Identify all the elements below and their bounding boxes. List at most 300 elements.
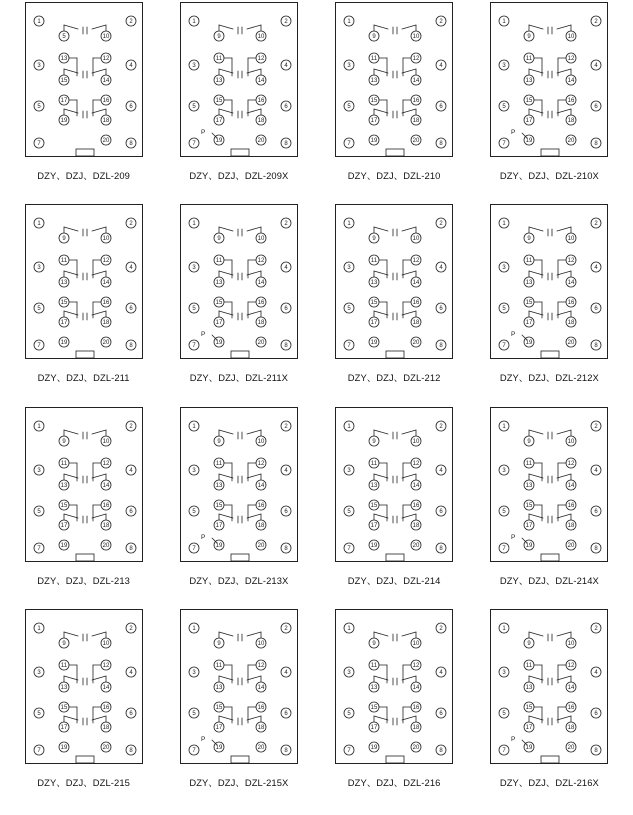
svg-text:15: 15 — [370, 502, 378, 509]
svg-text:20: 20 — [568, 744, 575, 751]
terminal-2 — [281, 623, 291, 633]
relay-socket-diagram — [490, 204, 608, 359]
terminal-12 — [411, 458, 421, 468]
svg-text:20: 20 — [102, 340, 109, 347]
svg-text:6: 6 — [284, 306, 288, 313]
svg-text:13: 13 — [215, 482, 223, 489]
terminal-9 — [524, 31, 534, 41]
terminal-7 — [344, 745, 354, 755]
terminal-5 — [189, 708, 199, 718]
terminal-18 — [566, 520, 576, 530]
svg-text:14: 14 — [102, 684, 109, 691]
terminal-1 — [189, 16, 199, 26]
svg-text:10: 10 — [412, 640, 420, 647]
svg-text:14: 14 — [257, 78, 265, 85]
svg-text:11: 11 — [371, 258, 378, 265]
terminal-14 — [101, 682, 111, 692]
terminal-7 — [499, 138, 509, 148]
terminal-2 — [436, 218, 446, 228]
svg-text:18: 18 — [257, 724, 265, 731]
svg-text:12: 12 — [412, 662, 420, 669]
diagram-caption: DZY、DZJ、DZL-216X — [499, 776, 599, 788]
terminal-20 — [566, 540, 576, 550]
relay-socket-diagram — [490, 609, 608, 764]
terminal-4 — [126, 465, 136, 475]
svg-text:19: 19 — [370, 744, 378, 751]
terminal-11 — [369, 660, 379, 670]
terminal-19 — [59, 115, 69, 125]
svg-text:20: 20 — [257, 744, 265, 751]
terminal-10 — [101, 31, 111, 41]
terminal-12 — [101, 660, 111, 670]
svg-text:5: 5 — [502, 508, 507, 515]
terminal-5 — [189, 101, 199, 111]
terminal-13 — [369, 277, 379, 287]
terminal-11 — [369, 458, 379, 468]
terminal-4 — [436, 60, 446, 70]
terminal-6 — [591, 303, 601, 313]
terminal-20 — [411, 742, 421, 752]
svg-text:2: 2 — [284, 221, 288, 228]
svg-text:11: 11 — [526, 258, 533, 265]
svg-text:14: 14 — [568, 684, 575, 691]
terminal-20 — [256, 135, 266, 145]
svg-text:10: 10 — [568, 640, 575, 647]
relay-socket-diagram — [25, 609, 143, 764]
svg-text:10: 10 — [257, 236, 265, 243]
terminal-8 — [591, 745, 601, 755]
svg-text:6: 6 — [594, 104, 599, 111]
svg-text:13: 13 — [526, 280, 533, 287]
terminal-6 — [281, 101, 291, 111]
svg-text:10: 10 — [568, 438, 575, 445]
svg-text:7: 7 — [502, 545, 507, 552]
svg-text:11: 11 — [371, 662, 378, 669]
terminal-6 — [126, 303, 136, 313]
terminal-14 — [566, 682, 576, 692]
svg-text:14: 14 — [102, 280, 109, 287]
diagram-cell — [472, 609, 627, 811]
svg-text:15: 15 — [60, 704, 67, 711]
terminal-10 — [101, 638, 111, 648]
terminal-10 — [256, 436, 266, 446]
terminal-11 — [214, 255, 224, 265]
svg-text:5: 5 — [36, 306, 41, 313]
terminal-5 — [499, 708, 509, 718]
svg-text:9: 9 — [217, 640, 221, 647]
terminal-1 — [34, 218, 44, 228]
svg-text:4: 4 — [128, 669, 133, 676]
terminal-13 — [59, 682, 69, 692]
terminal-6 — [591, 506, 601, 516]
svg-text:17: 17 — [60, 98, 67, 105]
svg-text:17: 17 — [526, 118, 533, 125]
terminal-12 — [101, 255, 111, 265]
terminal-18 — [101, 722, 111, 732]
terminal-15 — [59, 297, 69, 307]
terminal-14 — [411, 75, 421, 85]
relay-socket-diagram — [490, 407, 608, 562]
svg-text:4: 4 — [439, 63, 443, 70]
svg-text:14: 14 — [257, 280, 265, 287]
svg-text:15: 15 — [60, 300, 67, 307]
svg-text:7: 7 — [192, 545, 196, 552]
relay-socket-diagram — [25, 204, 143, 359]
svg-text:8: 8 — [284, 141, 288, 148]
svg-text:11: 11 — [526, 460, 533, 467]
svg-text:3: 3 — [502, 669, 507, 676]
terminal-9 — [524, 638, 534, 648]
terminal-18 — [411, 317, 421, 327]
svg-text:5: 5 — [502, 710, 507, 717]
svg-text:7: 7 — [502, 747, 507, 754]
terminal-8 — [126, 138, 136, 148]
svg-text:12: 12 — [568, 662, 575, 669]
svg-text:17: 17 — [526, 724, 533, 731]
svg-text:12: 12 — [412, 56, 420, 63]
svg-text:6: 6 — [439, 710, 443, 717]
terminal-13 — [214, 480, 224, 490]
svg-text:2: 2 — [439, 19, 443, 26]
svg-text:16: 16 — [412, 300, 420, 307]
terminal-5 — [344, 101, 354, 111]
svg-text:20: 20 — [257, 340, 265, 347]
diagram-cell — [6, 204, 161, 406]
terminal-6 — [436, 101, 446, 111]
svg-text:11: 11 — [60, 258, 67, 265]
terminal-7 — [499, 340, 509, 350]
terminal-15 — [524, 500, 534, 510]
terminal-20 — [566, 742, 576, 752]
terminal-20 — [101, 337, 111, 347]
svg-text:17: 17 — [60, 724, 67, 731]
svg-text:20: 20 — [102, 138, 109, 145]
svg-text:13: 13 — [215, 684, 223, 691]
terminal-4 — [591, 465, 601, 475]
terminal-14 — [411, 480, 421, 490]
svg-text:9: 9 — [61, 640, 66, 647]
terminal-3 — [499, 667, 509, 677]
terminal-11 — [524, 53, 534, 63]
terminal-3 — [34, 465, 44, 475]
terminal-9 — [59, 233, 69, 243]
svg-text:6: 6 — [284, 710, 288, 717]
terminal-20 — [411, 337, 421, 347]
diagram-caption: DZY、DZJ、DZL-214 — [347, 574, 441, 586]
svg-text:7: 7 — [192, 141, 196, 148]
svg-text:17: 17 — [215, 522, 223, 529]
svg-text:19: 19 — [60, 118, 67, 125]
svg-text:16: 16 — [412, 704, 420, 711]
terminal-4 — [126, 60, 136, 70]
svg-text:16: 16 — [412, 98, 420, 105]
terminal-12 — [411, 255, 421, 265]
terminal-4 — [281, 262, 291, 272]
terminal-9 — [59, 436, 69, 446]
svg-text:2: 2 — [284, 19, 288, 26]
terminal-2 — [126, 218, 136, 228]
svg-text:3: 3 — [192, 265, 196, 272]
svg-text:1: 1 — [347, 221, 351, 228]
svg-text:13: 13 — [370, 280, 378, 287]
svg-text:14: 14 — [568, 482, 575, 489]
terminal-13 — [59, 277, 69, 287]
terminal-2 — [436, 421, 446, 431]
svg-text:12: 12 — [568, 258, 575, 265]
svg-text:2: 2 — [128, 221, 133, 228]
svg-text:9: 9 — [372, 640, 376, 647]
terminal-9 — [369, 233, 379, 243]
svg-text:P: P — [200, 331, 206, 339]
terminal-4 — [591, 262, 601, 272]
terminal-18 — [101, 115, 111, 125]
svg-text:15: 15 — [526, 502, 533, 509]
terminal-5 — [34, 303, 44, 313]
terminal-17 — [59, 317, 69, 327]
svg-text:9: 9 — [527, 438, 532, 445]
terminal-9 — [59, 638, 69, 648]
terminal-2 — [436, 16, 446, 26]
svg-text:3: 3 — [36, 669, 41, 676]
terminal-11 — [59, 255, 69, 265]
terminal-4 — [126, 667, 136, 677]
svg-text:17: 17 — [60, 522, 67, 529]
terminal-11 — [524, 255, 534, 265]
terminal-16 — [101, 702, 111, 712]
terminal-16 — [566, 500, 576, 510]
diagram-caption: DZY、DZJ、DZL-213 — [37, 574, 130, 586]
terminal-20 — [566, 337, 576, 347]
svg-text:14: 14 — [412, 482, 420, 489]
terminal-1 — [189, 218, 199, 228]
terminal-7 — [189, 543, 199, 553]
svg-text:1: 1 — [36, 625, 41, 632]
terminal-12 — [256, 458, 266, 468]
svg-text:12: 12 — [412, 258, 420, 265]
terminal-1 — [344, 421, 354, 431]
svg-text:19: 19 — [526, 340, 533, 347]
svg-text:9: 9 — [527, 236, 532, 243]
svg-text:16: 16 — [257, 502, 265, 509]
terminal-10 — [101, 436, 111, 446]
terminal-16 — [101, 500, 111, 510]
svg-text:13: 13 — [526, 482, 533, 489]
relay-socket-diagram — [335, 204, 453, 359]
svg-text:17: 17 — [526, 320, 533, 327]
relay-socket-diagram — [180, 407, 298, 562]
terminal-8 — [281, 138, 291, 148]
diagram-cell — [161, 609, 316, 811]
diagram-cell — [6, 407, 161, 609]
svg-text:7: 7 — [347, 545, 351, 552]
svg-text:8: 8 — [594, 545, 599, 552]
svg-text:P: P — [511, 331, 516, 339]
terminal-1 — [189, 421, 199, 431]
terminal-7 — [344, 138, 354, 148]
svg-text:2: 2 — [439, 221, 443, 228]
svg-text:6: 6 — [128, 104, 133, 111]
terminal-6 — [591, 708, 601, 718]
terminal-14 — [566, 75, 576, 85]
svg-text:12: 12 — [257, 662, 265, 669]
svg-text:8: 8 — [439, 747, 443, 754]
svg-text:3: 3 — [192, 63, 196, 70]
terminal-18 — [411, 722, 421, 732]
terminal-20 — [101, 135, 111, 145]
terminal-16 — [101, 95, 111, 105]
svg-text:9: 9 — [372, 236, 376, 243]
terminal-16 — [256, 297, 266, 307]
terminal-19 — [369, 135, 379, 145]
diagram-caption: DZY、DZJ、DZL-210X — [499, 170, 599, 181]
terminal-11 — [369, 53, 379, 63]
svg-text:11: 11 — [526, 662, 533, 669]
terminal-2 — [126, 623, 136, 633]
svg-text:1: 1 — [192, 423, 196, 430]
svg-text:8: 8 — [594, 343, 599, 350]
terminal-16 — [411, 95, 421, 105]
terminal-2 — [591, 218, 601, 228]
terminal-18 — [101, 317, 111, 327]
terminal-3 — [499, 60, 509, 70]
diagram-cell — [161, 2, 316, 204]
svg-text:12: 12 — [257, 460, 265, 467]
terminal-10 — [411, 31, 421, 41]
svg-text:2: 2 — [594, 221, 599, 228]
svg-text:6: 6 — [594, 508, 599, 515]
svg-text:6: 6 — [128, 508, 133, 515]
svg-text:4: 4 — [128, 265, 133, 272]
terminal-7 — [34, 543, 44, 553]
terminal-9 — [524, 233, 534, 243]
diagram-cell — [161, 204, 316, 406]
terminal-6 — [281, 303, 291, 313]
terminal-19 — [369, 742, 379, 752]
svg-text:3: 3 — [502, 63, 507, 70]
svg-text:1: 1 — [502, 221, 507, 228]
svg-text:3: 3 — [347, 63, 351, 70]
svg-text:18: 18 — [257, 522, 265, 529]
svg-text:18: 18 — [102, 724, 109, 731]
diagram-cell — [317, 2, 472, 204]
terminal-15 — [214, 297, 224, 307]
svg-text:14: 14 — [568, 78, 575, 85]
terminal-4 — [126, 262, 136, 272]
svg-text:19: 19 — [526, 138, 533, 145]
svg-text:15: 15 — [526, 704, 533, 711]
terminal-11 — [524, 660, 534, 670]
terminal-2 — [591, 16, 601, 26]
svg-text:12: 12 — [257, 258, 265, 265]
terminal-10 — [411, 436, 421, 446]
svg-text:18: 18 — [412, 724, 420, 731]
terminal-3 — [34, 262, 44, 272]
svg-text:20: 20 — [102, 744, 109, 751]
terminal-8 — [126, 745, 136, 755]
terminal-13 — [369, 75, 379, 85]
terminal-5 — [344, 303, 354, 313]
svg-text:10: 10 — [257, 34, 265, 41]
svg-text:9: 9 — [372, 34, 376, 41]
diagram-cell — [472, 204, 627, 406]
terminal-6 — [281, 708, 291, 718]
terminal-7 — [34, 340, 44, 350]
terminal-3 — [499, 262, 509, 272]
terminal-9 — [214, 638, 224, 648]
svg-text:20: 20 — [257, 542, 265, 549]
terminal-15 — [524, 95, 534, 105]
svg-text:17: 17 — [370, 118, 378, 125]
terminal-13 — [524, 277, 534, 287]
terminal-20 — [411, 540, 421, 550]
svg-text:10: 10 — [568, 236, 575, 243]
terminal-2 — [126, 421, 136, 431]
terminal-20 — [256, 540, 266, 550]
svg-text:1: 1 — [502, 625, 507, 632]
terminal-1 — [499, 218, 509, 228]
terminal-13 — [369, 682, 379, 692]
svg-text:5: 5 — [347, 104, 351, 111]
diagram-caption: DZY、DZJ、DZL-215 — [37, 776, 130, 788]
svg-text:10: 10 — [257, 640, 265, 647]
terminal-14 — [101, 277, 111, 287]
terminal-14 — [256, 277, 266, 287]
svg-text:19: 19 — [60, 744, 67, 751]
svg-text:5: 5 — [502, 306, 507, 313]
svg-text:P: P — [511, 735, 516, 743]
svg-text:3: 3 — [502, 467, 507, 474]
svg-text:10: 10 — [568, 34, 575, 41]
diagram-caption: DZY、DZJ、DZL-212 — [347, 372, 441, 384]
svg-text:7: 7 — [347, 747, 351, 754]
svg-text:20: 20 — [102, 542, 109, 549]
terminal-13 — [524, 682, 534, 692]
svg-text:7: 7 — [502, 141, 507, 148]
svg-text:1: 1 — [347, 19, 351, 26]
svg-text:19: 19 — [215, 542, 223, 549]
svg-text:18: 18 — [568, 320, 575, 327]
terminal-8 — [436, 543, 446, 553]
svg-text:16: 16 — [568, 704, 575, 711]
svg-text:15: 15 — [370, 300, 378, 307]
svg-text:19: 19 — [526, 744, 533, 751]
svg-text:4: 4 — [594, 467, 599, 474]
terminal-16 — [411, 297, 421, 307]
svg-text:P: P — [200, 533, 206, 541]
svg-text:13: 13 — [60, 280, 67, 287]
svg-text:13: 13 — [60, 56, 67, 63]
svg-text:18: 18 — [568, 118, 575, 125]
terminal-7 — [344, 543, 354, 553]
terminal-7 — [499, 543, 509, 553]
diagram-caption: DZY、DZJ、DZL-210 — [347, 170, 441, 181]
terminal-8 — [281, 745, 291, 755]
terminal-7 — [189, 745, 199, 755]
svg-text:10: 10 — [412, 236, 420, 243]
svg-text:19: 19 — [60, 340, 67, 347]
svg-text:16: 16 — [257, 704, 265, 711]
svg-text:8: 8 — [594, 747, 599, 754]
terminal-2 — [281, 218, 291, 228]
terminal-18 — [411, 520, 421, 530]
terminal-14 — [411, 277, 421, 287]
terminal-16 — [256, 500, 266, 510]
svg-text:7: 7 — [502, 343, 507, 350]
terminal-8 — [436, 745, 446, 755]
svg-text:9: 9 — [61, 236, 66, 243]
svg-text:7: 7 — [36, 141, 41, 148]
terminal-5 — [34, 101, 44, 111]
